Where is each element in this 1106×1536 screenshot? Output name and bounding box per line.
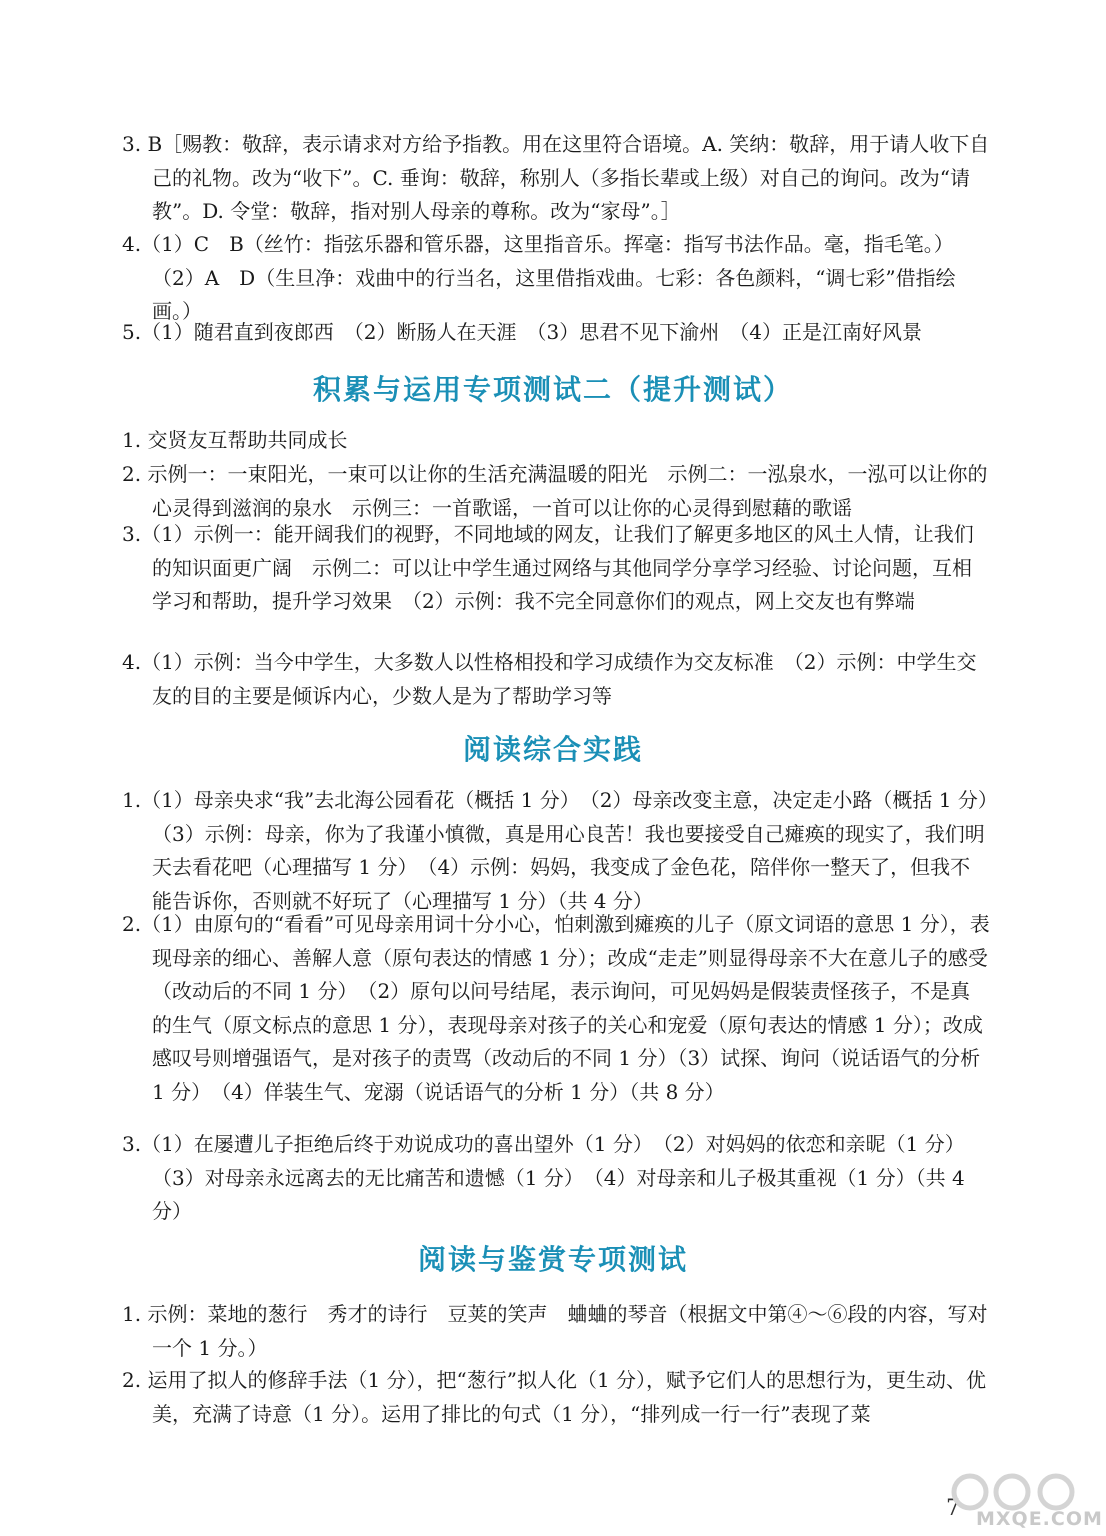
answer-item: 2. 示例一：一束阳光，一束可以让你的生活充满温暖的阳光 示例二：一泓泉水，一泓可以让你的心灵得到滋润的泉水 示例三：一首歌谣，一首可以让你的心灵得到慰藉的歌谣 xyxy=(122,462,988,520)
answer-item: 4.（1）示例：当今中学生，大多数人以性格相投和学习成绩作为交友标准 （2）示例：中学生交友的目的主要是倾诉内心，少数人是为了帮助学习等 xyxy=(122,650,977,708)
page-number: 7 xyxy=(946,1496,960,1521)
answer-item: 2. 运用了拟人的修辞手法（1 分），把“葱行”拟人化（1 分），赋予它们人的思想行为，更生动、优美，充满了诗意（1 分）。运用了排比的句式（1 分），“排列成一行一行”表现了菜 xyxy=(122,1368,987,1426)
section-title: 积累与运用专项测试二（提升测试） xyxy=(312,373,793,406)
answer-item: 3.（1）在屡遭儿子拒绝后终于劝说成功的喜出望外（1 分） （2）对妈妈的依恋和亲昵（1 分） （3）对母亲永远离去的无比痛苦和遗憾（1 分） （4）对母亲和儿子极其重视（1 分）（共 4 分） xyxy=(122,1132,975,1223)
answer-item: 1. 示例：菜地的葱行 秀才的诗行 豆荚的笑声 蛐蛐的琴音（根据文中第④～⑥段的内容，写对一个 1 分。） xyxy=(122,1302,988,1360)
answer-item: 1.（1）母亲央求“我”去北海公园看花（概括 1 分） （2）母亲改变主意，决定走小路（概括 1 分） （3）示例：母亲，你为了我谨小慎微，真是用心良苦！我也要接受自己瘫痪的现实了，我们明天去看花吧（心理描写 1 分） （4）示例：妈妈，我变成了金色花，陪伴你一整天了，但我不能告诉你，否则就不好玩了（心理描写 1 分）（共 4 分） xyxy=(122,788,1008,913)
section-title: 阅读综合实践 xyxy=(462,733,643,766)
answer-item: 2.（1）由原句的“看看”可见母亲用词十分小心，怕刺激到瘫痪的儿子（原文词语的意思 1 分），表现母亲的细心、善解人意（原句表达的情感 1 分）；改成“走走”则显得母亲不大在意儿子的感受（改动后的不同 1 分） （2）原句以问号结尾，表示询问，可见妈妈是假装责怪孩子，不是真的生气（原文标点的意思 1 分），表现母亲对孩子的关心和宠爱（原句表达的情感 1 分）；改成感叹号则增强语气，是对孩子的责骂（改动后的不同 1 分）（3）试探、询问（说话语气的分析 1 分） （4）佯装生气、宠溺（说话语气的分析 1 分）（共 8 分） xyxy=(122,912,990,1104)
section-title: 阅读与鉴赏专项测试 xyxy=(417,1243,688,1276)
answer-item: 4.（1）C B（丝竹：指弦乐器和管乐器，这里指音乐。挥毫：指写书法作品。毫，指毛笔。） （2）A D（生旦净：戏曲中的行当名，这里借指戏曲。七彩：各色颜料，“调七彩”借指绘画。） xyxy=(122,232,964,323)
answer-item: 1. 交贤友互帮助共同成长 xyxy=(122,428,348,452)
answer-item: 3.（1）示例一：能开阔我们的视野，不同地域的网友，让我们了解更多地区的风土人情，让我们的知识面更广阔 示例二：可以让中学生通过网络与其他同学分享学习经验、讨论问题，互相学习和帮助，提升学习效果 （2）示例：我不完全同意你们的观点，网上交友也有弊端 xyxy=(122,522,974,613)
answer-item: 5.（1）随君直到夜郎西 （2）断肠人在天涯 （3）思君不见下渝州 （4）正是江南好风景 xyxy=(122,320,922,344)
answer-item: 3. B［赐教：敬辞，表示请求对方给予指教。用在这里符合语境。A. 笑纳：敬辞，用于请人收下自己的礼物。改为“收下”。C. 垂询：敬辞，称别人（多指长辈或上级）对自己的询问。改为“请教”。D. 令堂：敬辞，指对别人母亲的尊称。改为“家母”。］ xyxy=(122,132,990,223)
watermark-text: MXQE.COM xyxy=(976,1508,1103,1530)
